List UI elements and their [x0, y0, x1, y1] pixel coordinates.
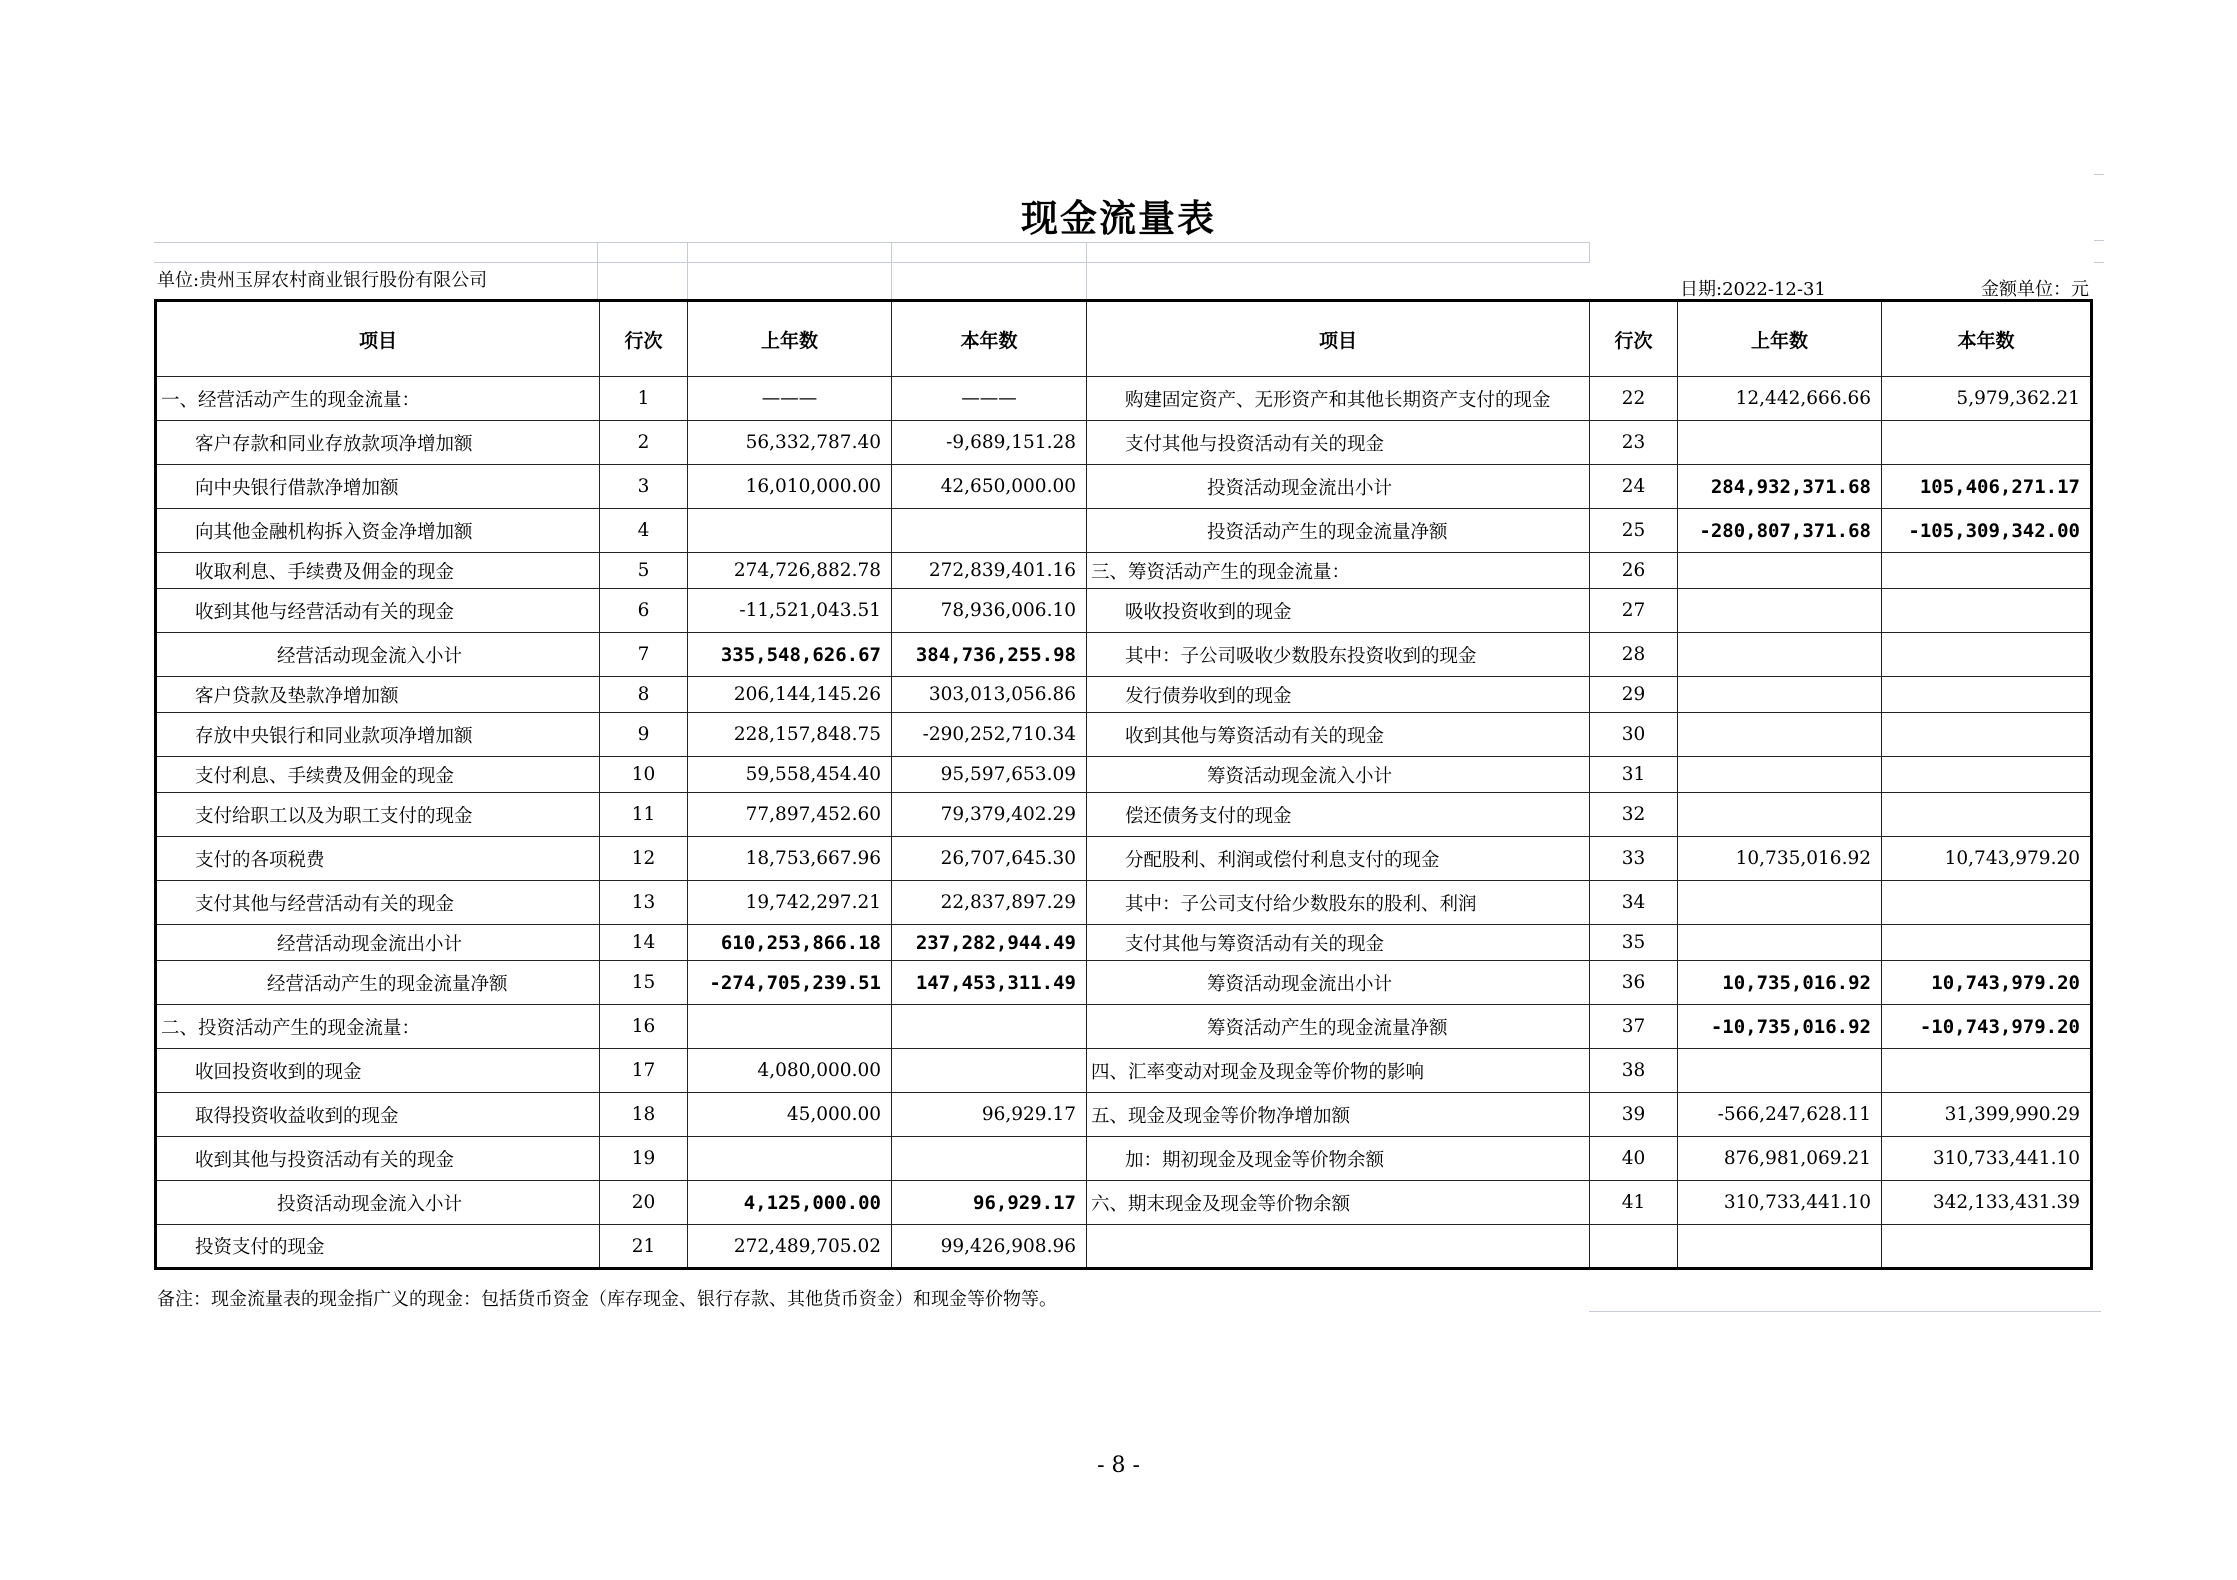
- left-current-value: [892, 509, 1087, 553]
- left-item-label: 支付的各项税费: [156, 837, 600, 881]
- right-item-label: 投资活动产生的现金流量净额: [1087, 509, 1590, 553]
- grid-remnant: [1086, 242, 1087, 299]
- left-current-value: [892, 1049, 1087, 1093]
- left-current-value: 22,837,897.29: [892, 881, 1087, 925]
- right-current-value: -10,743,979.20: [1882, 1005, 2092, 1049]
- left-line-number: 18: [600, 1093, 688, 1137]
- unit-label: 单位:贵州玉屏农村商业银行股份有限公司: [157, 270, 488, 291]
- left-prior-value: 610,253,866.18: [688, 925, 892, 961]
- table-row: [156, 465, 2092, 509]
- table-row: [156, 589, 2092, 633]
- table-row: [156, 421, 2092, 465]
- header-item-left: 项目: [156, 301, 600, 377]
- grid-remnant: [2094, 262, 2104, 263]
- left-current-value: 78,936,006.10: [892, 589, 1087, 633]
- left-item-label: 收回投资收到的现金: [156, 1049, 600, 1093]
- right-line-number: 24: [1590, 465, 1678, 509]
- table-row: [156, 633, 2092, 677]
- right-prior-value: [1678, 881, 1882, 925]
- right-line-number: 40: [1590, 1137, 1678, 1181]
- left-prior-value: 19,742,297.21: [688, 881, 892, 925]
- left-item-label: 投资支付的现金: [156, 1225, 600, 1269]
- left-prior-value: 228,157,848.75: [688, 713, 892, 757]
- right-current-value: [1882, 793, 2092, 837]
- right-prior-value: [1678, 633, 1882, 677]
- left-line-number: 16: [600, 1005, 688, 1049]
- right-item-label: 偿还债务支付的现金: [1087, 793, 1590, 837]
- left-current-value: 96,929.17: [892, 1181, 1087, 1225]
- right-item-label: 筹资活动现金流入小计: [1087, 757, 1590, 793]
- left-line-number: 5: [600, 553, 688, 589]
- right-current-value: [1882, 677, 2092, 713]
- left-prior-value: 56,332,787.40: [688, 421, 892, 465]
- left-line-number: 8: [600, 677, 688, 713]
- left-item-label: 支付利息、手续费及佣金的现金: [156, 757, 600, 793]
- right-line-number: 35: [1590, 925, 1678, 961]
- left-item-label: 支付给职工以及为职工支付的现金: [156, 793, 600, 837]
- left-line-number: 13: [600, 881, 688, 925]
- left-item-label: 支付其他与经营活动有关的现金: [156, 881, 600, 925]
- left-line-number: 9: [600, 713, 688, 757]
- left-item-label: 客户贷款及垫款净增加额: [156, 677, 600, 713]
- right-current-value: [1882, 881, 2092, 925]
- table-row: [156, 757, 2092, 793]
- right-prior-value: 12,442,666.66: [1678, 377, 1882, 421]
- right-item-label: 其中：子公司支付给少数股东的股利、利润: [1087, 881, 1590, 925]
- left-prior-value: -11,521,043.51: [688, 589, 892, 633]
- right-current-value: 310,733,441.10: [1882, 1137, 2092, 1181]
- page-number: - 8 -: [1097, 1453, 1140, 1478]
- grid-remnant: [1589, 242, 1590, 262]
- left-prior-value: 335,548,626.67: [688, 633, 892, 677]
- right-prior-value: [1678, 421, 1882, 465]
- left-prior-value: [688, 509, 892, 553]
- right-current-value: [1882, 589, 2092, 633]
- right-item-label: 投资活动现金流出小计: [1087, 465, 1590, 509]
- table-row: [156, 713, 2092, 757]
- left-current-value: [892, 1005, 1087, 1049]
- left-prior-value: 59,558,454.40: [688, 757, 892, 793]
- right-line-number: 22: [1590, 377, 1678, 421]
- table-row: [156, 553, 2092, 589]
- right-item-label: 筹资活动产生的现金流量净额: [1087, 1005, 1590, 1049]
- left-line-number: 6: [600, 589, 688, 633]
- right-prior-value: [1678, 589, 1882, 633]
- left-prior-value: [688, 1005, 892, 1049]
- left-item-label: 客户存款和同业存放款项净增加额: [156, 421, 600, 465]
- right-line-number: 36: [1590, 961, 1678, 1005]
- left-item-label: 收取利息、手续费及佣金的现金: [156, 553, 600, 589]
- right-prior-value: [1678, 925, 1882, 961]
- left-current-value: 237,282,944.49: [892, 925, 1087, 961]
- currency-label: 金额单位：元: [1981, 279, 2089, 300]
- left-prior-value: ———: [688, 377, 892, 421]
- left-line-number: 19: [600, 1137, 688, 1181]
- grid-remnant: [891, 242, 892, 299]
- left-item-label: 投资活动现金流入小计: [156, 1181, 600, 1225]
- left-prior-value: 18,753,667.96: [688, 837, 892, 881]
- right-current-value: [1882, 925, 2092, 961]
- right-line-number: 41: [1590, 1181, 1678, 1225]
- right-line-number: 23: [1590, 421, 1678, 465]
- left-prior-value: -274,705,239.51: [688, 961, 892, 1005]
- right-prior-value: -566,247,628.11: [1678, 1093, 1882, 1137]
- left-prior-value: 77,897,452.60: [688, 793, 892, 837]
- right-item-label: [1087, 1225, 1590, 1269]
- right-line-number: 39: [1590, 1093, 1678, 1137]
- left-prior-value: 4,125,000.00: [688, 1181, 892, 1225]
- right-current-value: [1882, 757, 2092, 793]
- right-line-number: 33: [1590, 837, 1678, 881]
- right-current-value: 342,133,431.39: [1882, 1181, 2092, 1225]
- left-current-value: [892, 1137, 1087, 1181]
- left-line-number: 11: [600, 793, 688, 837]
- right-current-value: [1882, 633, 2092, 677]
- right-current-value: [1882, 421, 2092, 465]
- header-prior-left: 上年数: [688, 301, 892, 377]
- table-row: [156, 1181, 2092, 1225]
- right-prior-value: [1678, 793, 1882, 837]
- left-item-label: 经营活动现金流出小计: [156, 925, 600, 961]
- right-item-label: 购建固定资产、无形资产和其他长期资产支付的现金: [1087, 377, 1590, 421]
- right-prior-value: -280,807,371.68: [1678, 509, 1882, 553]
- right-line-number: 34: [1590, 881, 1678, 925]
- date-label: 日期:2022-12-31: [1680, 279, 1826, 300]
- left-current-value: 95,597,653.09: [892, 757, 1087, 793]
- right-item-label: 发行债券收到的现金: [1087, 677, 1590, 713]
- header-current-left: 本年数: [892, 301, 1087, 377]
- left-item-label: 收到其他与投资活动有关的现金: [156, 1137, 600, 1181]
- table-row: [156, 837, 2092, 881]
- left-prior-value: 272,489,705.02: [688, 1225, 892, 1269]
- right-item-label: 四、汇率变动对现金及现金等价物的影响: [1087, 1049, 1590, 1093]
- right-item-label: 吸收投资收到的现金: [1087, 589, 1590, 633]
- left-line-number: 1: [600, 377, 688, 421]
- left-prior-value: [688, 1137, 892, 1181]
- table-row: [156, 509, 2092, 553]
- footnote: 备注：现金流量表的现金指广义的现金：包括货币资金（库存现金、银行存款、其他货币资金）和现金等价物等。: [157, 1289, 1057, 1310]
- right-item-label: 五、现金及现金等价物净增加额: [1087, 1093, 1590, 1137]
- left-current-value: 96,929.17: [892, 1093, 1087, 1137]
- right-prior-value: [1678, 757, 1882, 793]
- left-item-label: 经营活动产生的现金流量净额: [156, 961, 600, 1005]
- page-title: 现金流量表: [1021, 196, 1216, 240]
- right-prior-value: 876,981,069.21: [1678, 1137, 1882, 1181]
- right-prior-value: 284,932,371.68: [1678, 465, 1882, 509]
- table-row: [156, 1225, 2092, 1269]
- right-item-label: 其中：子公司吸收少数股东投资收到的现金: [1087, 633, 1590, 677]
- left-line-number: 21: [600, 1225, 688, 1269]
- right-current-value: 5,979,362.21: [1882, 377, 2092, 421]
- left-current-value: 99,426,908.96: [892, 1225, 1087, 1269]
- left-current-value: ———: [892, 377, 1087, 421]
- left-line-number: 14: [600, 925, 688, 961]
- left-line-number: 17: [600, 1049, 688, 1093]
- table-row: [156, 793, 2092, 837]
- left-current-value: 272,839,401.16: [892, 553, 1087, 589]
- header-line-left: 行次: [600, 301, 688, 377]
- table-row: [156, 1093, 2092, 1137]
- right-prior-value: [1678, 553, 1882, 589]
- right-item-label: 支付其他与投资活动有关的现金: [1087, 421, 1590, 465]
- right-current-value: [1882, 713, 2092, 757]
- right-item-label: 筹资活动现金流出小计: [1087, 961, 1590, 1005]
- right-prior-value: [1678, 1225, 1882, 1269]
- left-item-label: 取得投资收益收到的现金: [156, 1093, 600, 1137]
- right-current-value: 10,743,979.20: [1882, 961, 2092, 1005]
- header-current-right: 本年数: [1882, 301, 2092, 377]
- right-line-number: 28: [1590, 633, 1678, 677]
- right-line-number: [1590, 1225, 1678, 1269]
- left-line-number: 20: [600, 1181, 688, 1225]
- left-prior-value: 45,000.00: [688, 1093, 892, 1137]
- right-current-value: [1882, 1225, 2092, 1269]
- header-prior-right: 上年数: [1678, 301, 1882, 377]
- left-line-number: 7: [600, 633, 688, 677]
- grid-remnant: [597, 242, 598, 299]
- right-prior-value: -10,735,016.92: [1678, 1005, 1882, 1049]
- table-row: [156, 1137, 2092, 1181]
- right-line-number: 26: [1590, 553, 1678, 589]
- left-item-label: 收到其他与经营活动有关的现金: [156, 589, 600, 633]
- table-row: [156, 677, 2092, 713]
- right-prior-value: [1678, 1049, 1882, 1093]
- grid-remnant: [687, 242, 688, 299]
- left-current-value: 42,650,000.00: [892, 465, 1087, 509]
- table-row: [156, 925, 2092, 961]
- cash-flow-table: [154, 299, 2093, 1270]
- left-current-value: 79,379,402.29: [892, 793, 1087, 837]
- left-line-number: 2: [600, 421, 688, 465]
- header-line-right: 行次: [1590, 301, 1678, 377]
- left-current-value: 147,453,311.49: [892, 961, 1087, 1005]
- left-item-label: 经营活动现金流入小计: [156, 633, 600, 677]
- right-current-value: [1882, 553, 2092, 589]
- left-line-number: 15: [600, 961, 688, 1005]
- right-line-number: 32: [1590, 793, 1678, 837]
- left-item-label: 向中央银行借款净增加额: [156, 465, 600, 509]
- table-row: [156, 1049, 2092, 1093]
- right-item-label: 六、期末现金及现金等价物余额: [1087, 1181, 1590, 1225]
- grid-remnant: [2094, 174, 2104, 175]
- left-prior-value: 274,726,882.78: [688, 553, 892, 589]
- right-prior-value: 10,735,016.92: [1678, 961, 1882, 1005]
- right-current-value: -105,309,342.00: [1882, 509, 2092, 553]
- table-row: [156, 377, 2092, 421]
- left-line-number: 4: [600, 509, 688, 553]
- grid-remnant: [1589, 1311, 2101, 1312]
- table-row: [156, 961, 2092, 1005]
- right-item-label: 支付其他与筹资活动有关的现金: [1087, 925, 1590, 961]
- table-row: [156, 1005, 2092, 1049]
- table-row: [156, 881, 2092, 925]
- right-prior-value: [1678, 713, 1882, 757]
- right-item-label: 三、筹资活动产生的现金流量：: [1087, 553, 1590, 589]
- left-prior-value: 206,144,145.26: [688, 677, 892, 713]
- right-current-value: 10,743,979.20: [1882, 837, 2092, 881]
- header-row: [156, 301, 2092, 377]
- right-line-number: 38: [1590, 1049, 1678, 1093]
- left-item-label: 向其他金融机构拆入资金净增加额: [156, 509, 600, 553]
- left-item-label: 二、投资活动产生的现金流量：: [156, 1005, 600, 1049]
- left-current-value: -9,689,151.28: [892, 421, 1087, 465]
- left-item-label: 存放中央银行和同业款项净增加额: [156, 713, 600, 757]
- grid-remnant: [154, 262, 1590, 263]
- right-current-value: [1882, 1049, 2092, 1093]
- left-current-value: 384,736,255.98: [892, 633, 1087, 677]
- left-line-number: 3: [600, 465, 688, 509]
- left-item-label: 一、经营活动产生的现金流量：: [156, 377, 600, 421]
- left-current-value: 303,013,056.86: [892, 677, 1087, 713]
- right-item-label: 加：期初现金及现金等价物余额: [1087, 1137, 1590, 1181]
- right-line-number: 30: [1590, 713, 1678, 757]
- right-line-number: 29: [1590, 677, 1678, 713]
- right-prior-value: 310,733,441.10: [1678, 1181, 1882, 1225]
- left-line-number: 12: [600, 837, 688, 881]
- left-prior-value: 16,010,000.00: [688, 465, 892, 509]
- right-current-value: 31,399,990.29: [1882, 1093, 2092, 1137]
- right-prior-value: 10,735,016.92: [1678, 837, 1882, 881]
- right-current-value: 105,406,271.17: [1882, 465, 2092, 509]
- left-current-value: -290,252,710.34: [892, 713, 1087, 757]
- right-line-number: 37: [1590, 1005, 1678, 1049]
- right-line-number: 31: [1590, 757, 1678, 793]
- right-prior-value: [1678, 677, 1882, 713]
- left-line-number: 10: [600, 757, 688, 793]
- right-item-label: 收到其他与筹资活动有关的现金: [1087, 713, 1590, 757]
- left-current-value: 26,707,645.30: [892, 837, 1087, 881]
- right-line-number: 27: [1590, 589, 1678, 633]
- right-line-number: 25: [1590, 509, 1678, 553]
- left-prior-value: 4,080,000.00: [688, 1049, 892, 1093]
- right-item-label: 分配股利、利润或偿付利息支付的现金: [1087, 837, 1590, 881]
- header-item-right: 项目: [1087, 301, 1590, 377]
- grid-remnant: [154, 242, 1590, 243]
